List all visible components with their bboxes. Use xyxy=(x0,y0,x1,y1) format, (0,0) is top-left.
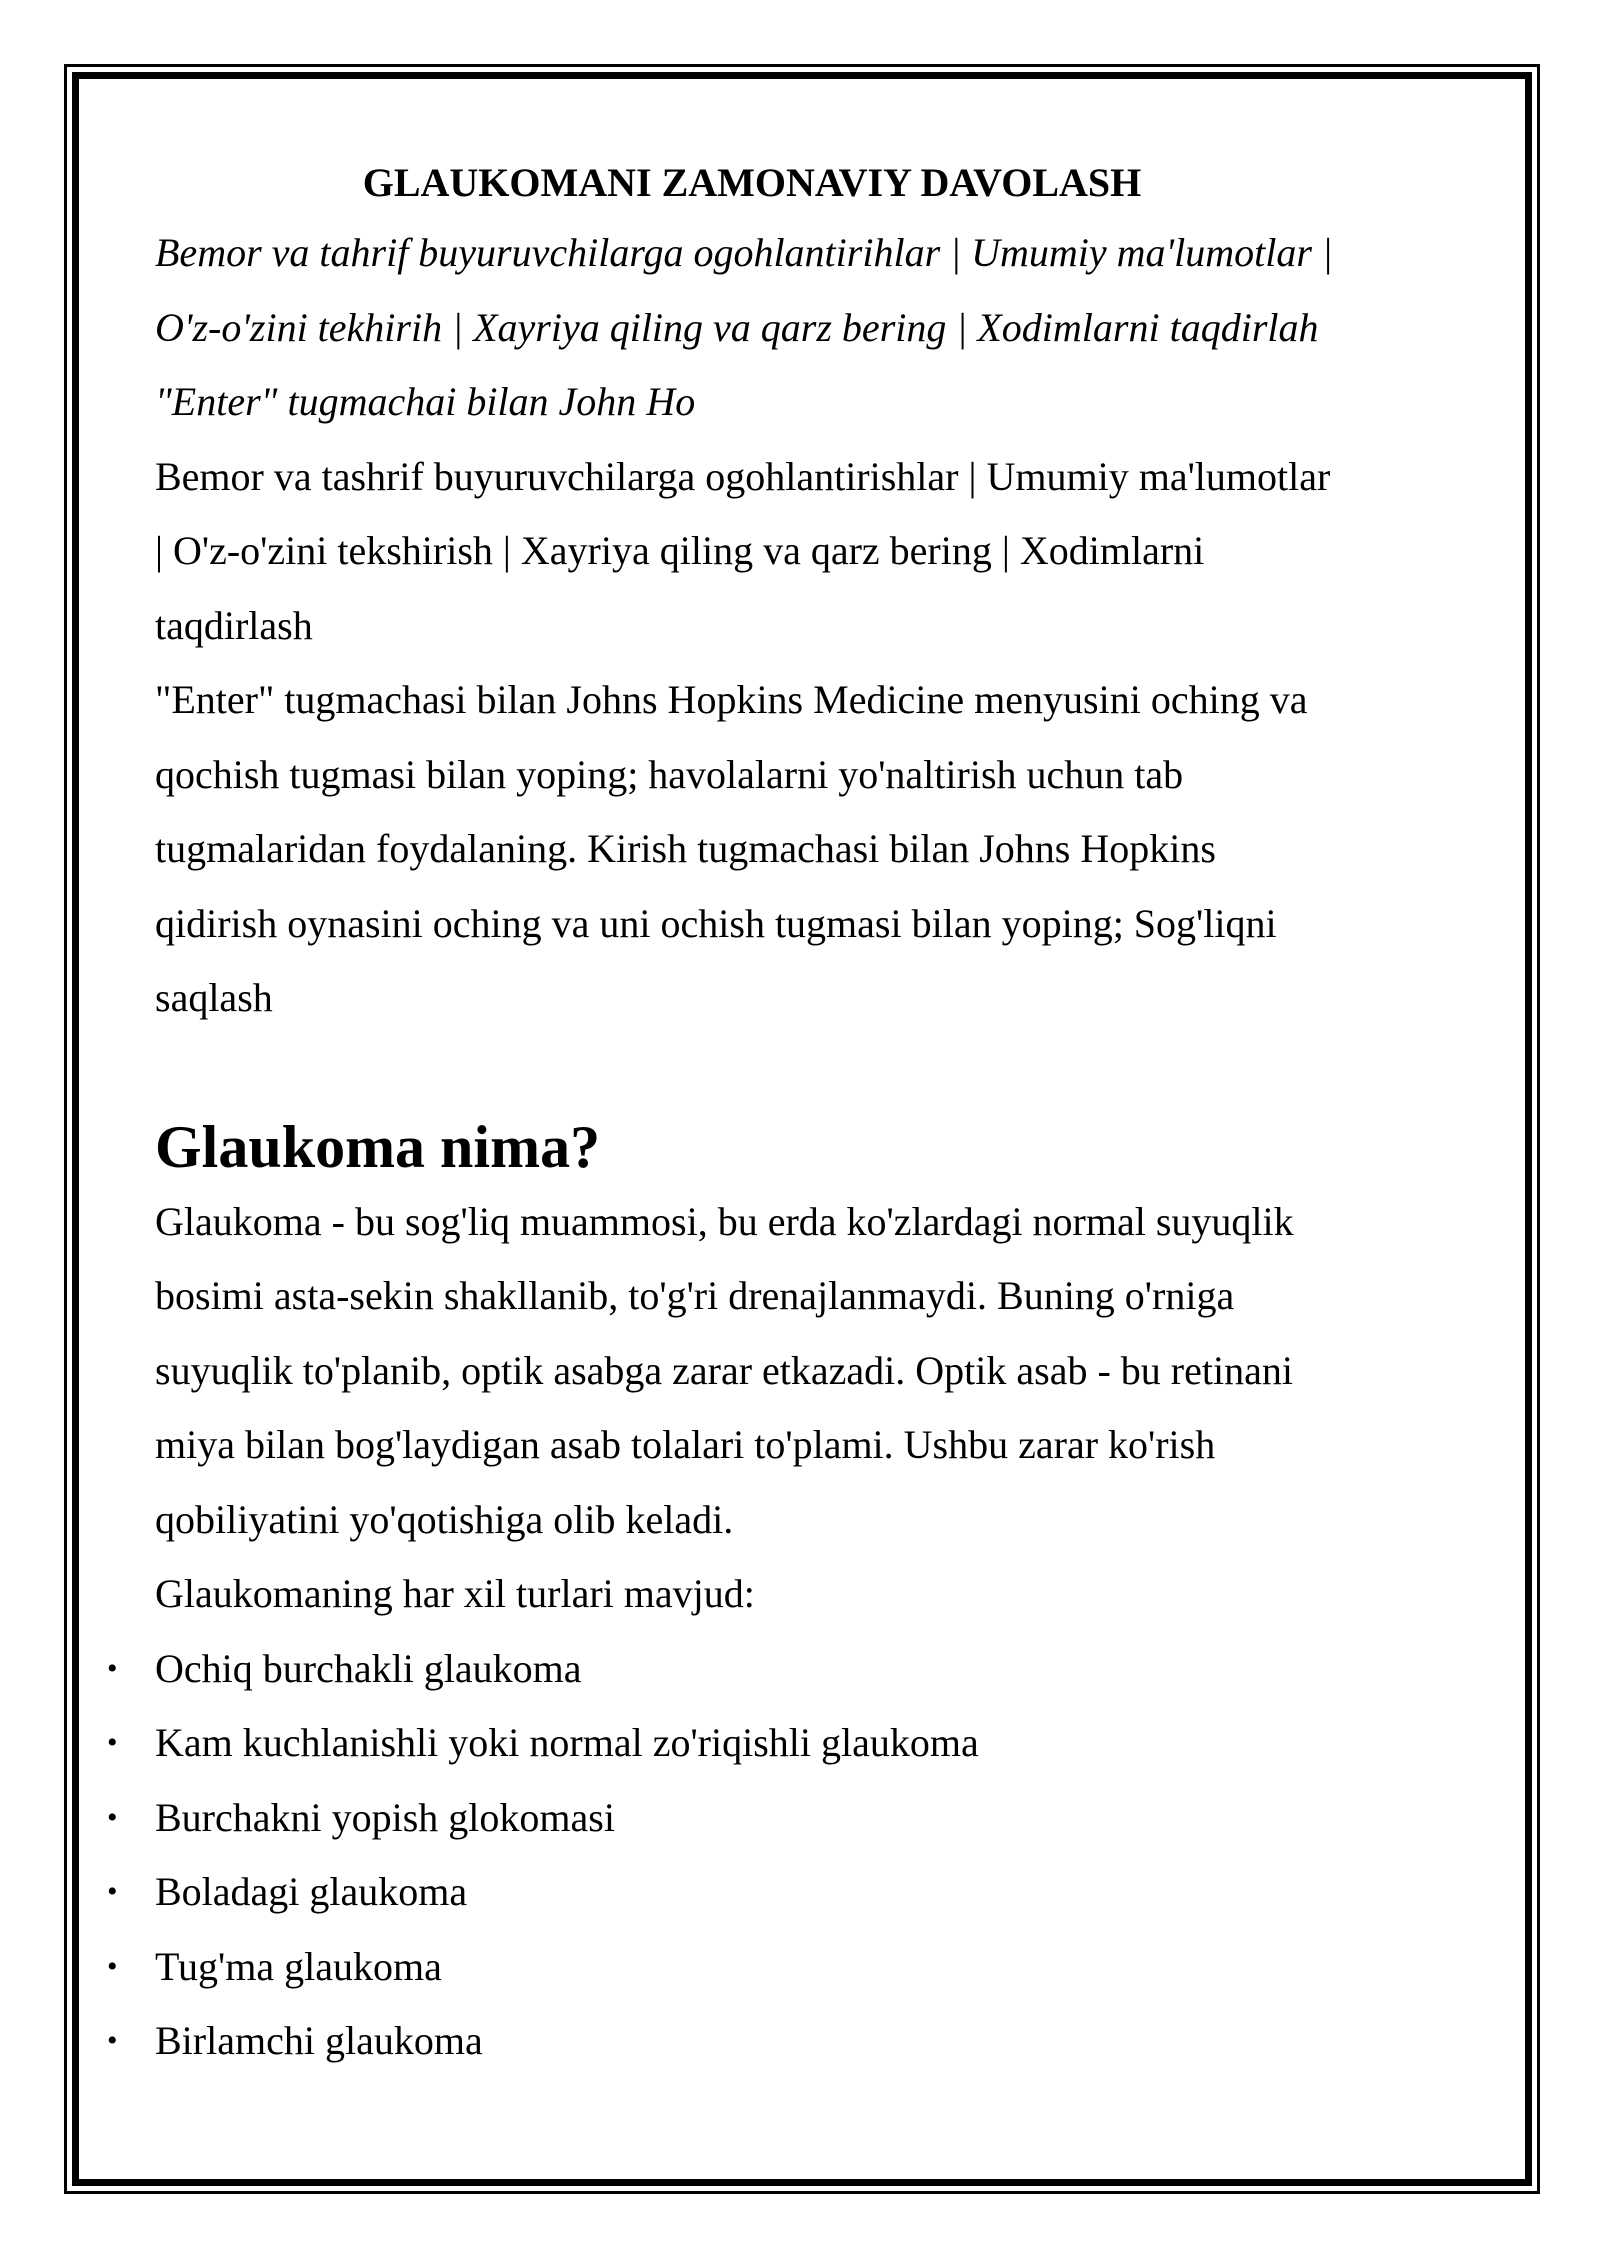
types-intro: Glaukomaning har xil turlari mavjud: xyxy=(155,1571,755,1616)
menu-paragraph-line: saqlash xyxy=(155,975,273,1020)
section-paragraph-line: bosimi asta-sekin shakllanib, to'g'ri drenajlanmaydi. Buning o'rniga xyxy=(155,1273,1235,1318)
document-body xyxy=(107,150,1445,2079)
list-item xyxy=(107,2004,1445,2079)
bullet-icon: • xyxy=(107,1726,118,1759)
list-item xyxy=(107,1632,1445,1707)
list-item-text: Tug'ma glaukoma xyxy=(155,1943,442,1989)
blank-line xyxy=(155,1036,1445,1111)
list-item-text: Birlamchi glaukoma xyxy=(155,2018,483,2063)
section-paragraph-line: Glaukoma - bu sog'liq muammosi, bu erda ko'zlardagi normal suyuqlik xyxy=(155,1198,1294,1244)
list-item-text: Burchakni yopish glokomasi xyxy=(155,1794,615,1840)
bullet-icon: • xyxy=(107,1875,118,1908)
glaucoma-types-list xyxy=(107,1632,1445,2079)
section-paragraph-line: miya bilan bog'laydigan asab tolalari to'plami. Ushbu zarar ko'rish xyxy=(155,1422,1216,1467)
list-item xyxy=(107,1855,1445,1930)
section-heading: Glaukoma nima? xyxy=(155,1114,601,1180)
menu-paragraph-line: tugmalaridan foydalaning. Kirish tugmachasi bilan Johns Hopkins xyxy=(155,826,1216,871)
section-paragraph-line: qobiliyatini yo'qotishiga olib keladi. xyxy=(155,1496,734,1542)
menu-paragraph-line: "Enter" tugmachasi bilan Johns Hopkins Medicine menyusini oching va xyxy=(155,677,1308,722)
menu-paragraph xyxy=(155,663,1445,1036)
list-item-text: Kam kuchlanishli yoki normal zo'riqishli glaukoma xyxy=(155,1720,979,1765)
nav-paragraph xyxy=(155,440,1445,664)
nav-italic-line: Bemor va tahrif buyuruvchilarga ogohlantirihlar | Umumiy ma'lumotlar | xyxy=(155,230,1333,275)
list-item xyxy=(107,1930,1445,2005)
menu-paragraph-line: qidirish oynasini oching va uni ochish tugmasi bilan yoping; Sog'liqni xyxy=(155,900,1277,946)
list-item-text: Boladagi glaukoma xyxy=(155,1869,468,1914)
menu-paragraph-line: qochish tugmasi bilan yoping; havolalarni yo'naltirish uchun tab xyxy=(155,751,1184,797)
bullet-icon: • xyxy=(107,1800,118,1834)
nav-italic-line: "Enter" tugmachai bilan John Ho xyxy=(155,379,696,424)
nav-italic-line: O'z-o'zini tekhirih | Xayriya qiling va qarz bering | Xodimlarni taqdirlah xyxy=(155,304,1319,350)
bullet-icon: • xyxy=(107,1651,118,1685)
section-paragraph-line: suyuqlik to'planib, optik asabga zarar etkazadi. Optik asab - bu retinani xyxy=(155,1347,1293,1393)
bullet-icon: • xyxy=(107,1949,118,1983)
nav-paragraph-line: | O'z-o'zini tekshirish | Xayriya qiling va qarz bering | Xodimlarni xyxy=(155,528,1205,573)
list-item xyxy=(107,1781,1445,1856)
nav-paragraph-line: taqdirlash xyxy=(155,602,313,648)
section-paragraph xyxy=(155,1185,1445,1558)
list-item-text: Ochiq burchakli glaukoma xyxy=(155,1645,582,1691)
nav-italic-block xyxy=(155,216,1445,440)
bullet-icon: • xyxy=(107,2024,118,2057)
list-item xyxy=(107,1706,1445,1781)
document-title: GLAUKOMANI ZAMONAVIY DAVOLASH xyxy=(362,160,1142,205)
nav-paragraph-line: Bemor va tashrif buyuruvchilarga ogohlantirishlar | Umumiy ma'lumotlar xyxy=(155,453,1331,499)
